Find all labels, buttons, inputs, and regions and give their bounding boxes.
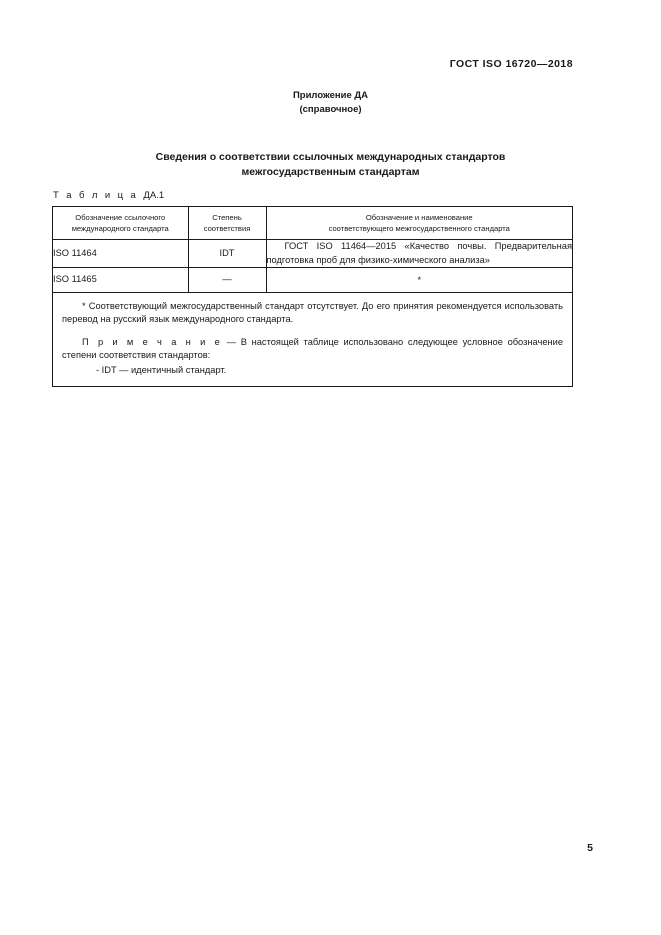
table-note-item: - IDT — идентичный стандарт.	[96, 364, 227, 375]
page-title-line-1: Сведения о соответствии ссылочных международных стандартов	[155, 151, 506, 163]
table-note-label: П р и м е ч а н и е	[82, 336, 223, 347]
table-notes-row	[53, 292, 572, 386]
table-footnote: * Соответствующий межгосударственный стандарт отсутствует. До его принятия рекомендуется использовать перевод на русский язык международного стандарта.	[62, 300, 563, 325]
cell-designation-name: *	[266, 268, 572, 293]
table-note-text: — В настоящей таблице использовано следующее условное обозначение степени соответствия стандартов:	[62, 336, 564, 361]
page-title	[60, 150, 601, 180]
column-header-designation-name-line-1: Обозначение и наименование	[365, 213, 473, 222]
table-row	[53, 240, 572, 268]
cell-designation-name-text: ГОСТ ISO 11464—2015 «Качество почвы. Предварительная подготовка проб для физико-химического анализа»	[266, 241, 572, 265]
table-header-row	[53, 207, 572, 240]
cell-degree: —	[188, 268, 266, 293]
running-header: ГОСТ ISO 16720—2018	[449, 58, 573, 70]
table-note	[62, 336, 563, 363]
correspondence-table	[52, 206, 573, 387]
column-header-degree-line-1: Степень	[212, 213, 242, 222]
table-caption-number: ДА.1	[143, 190, 165, 201]
column-header-degree	[188, 207, 266, 240]
annex-kind: (справочное)	[299, 103, 362, 115]
column-header-degree-line-2: соответствия	[203, 224, 251, 233]
column-header-reference-standard-line-2: международного стандарта	[71, 224, 169, 233]
table-caption	[53, 190, 164, 201]
annex-heading	[0, 89, 661, 116]
cell-reference-standard: ISO 11465	[53, 268, 188, 293]
cell-reference-standard: ISO 11464	[53, 240, 188, 268]
table-notes	[53, 293, 572, 387]
table-notes-cell	[53, 292, 572, 386]
page-title-line-2: межгосударственным стандартам	[241, 166, 420, 178]
table-caption-label: Т а б л и ц а	[53, 190, 139, 201]
column-header-reference-standard-line-1: Обозначение ссылочного	[75, 213, 166, 222]
cell-degree: IDT	[188, 240, 266, 268]
column-header-designation-name-line-2: соответствующего межгосударственного стандарта	[328, 224, 510, 233]
cell-designation-name	[266, 240, 572, 268]
column-header-designation-name	[266, 207, 572, 240]
annex-label: Приложение ДА	[292, 90, 369, 101]
page-number: 5	[587, 842, 593, 854]
column-header-reference-standard	[53, 207, 188, 240]
table-row	[53, 268, 572, 293]
